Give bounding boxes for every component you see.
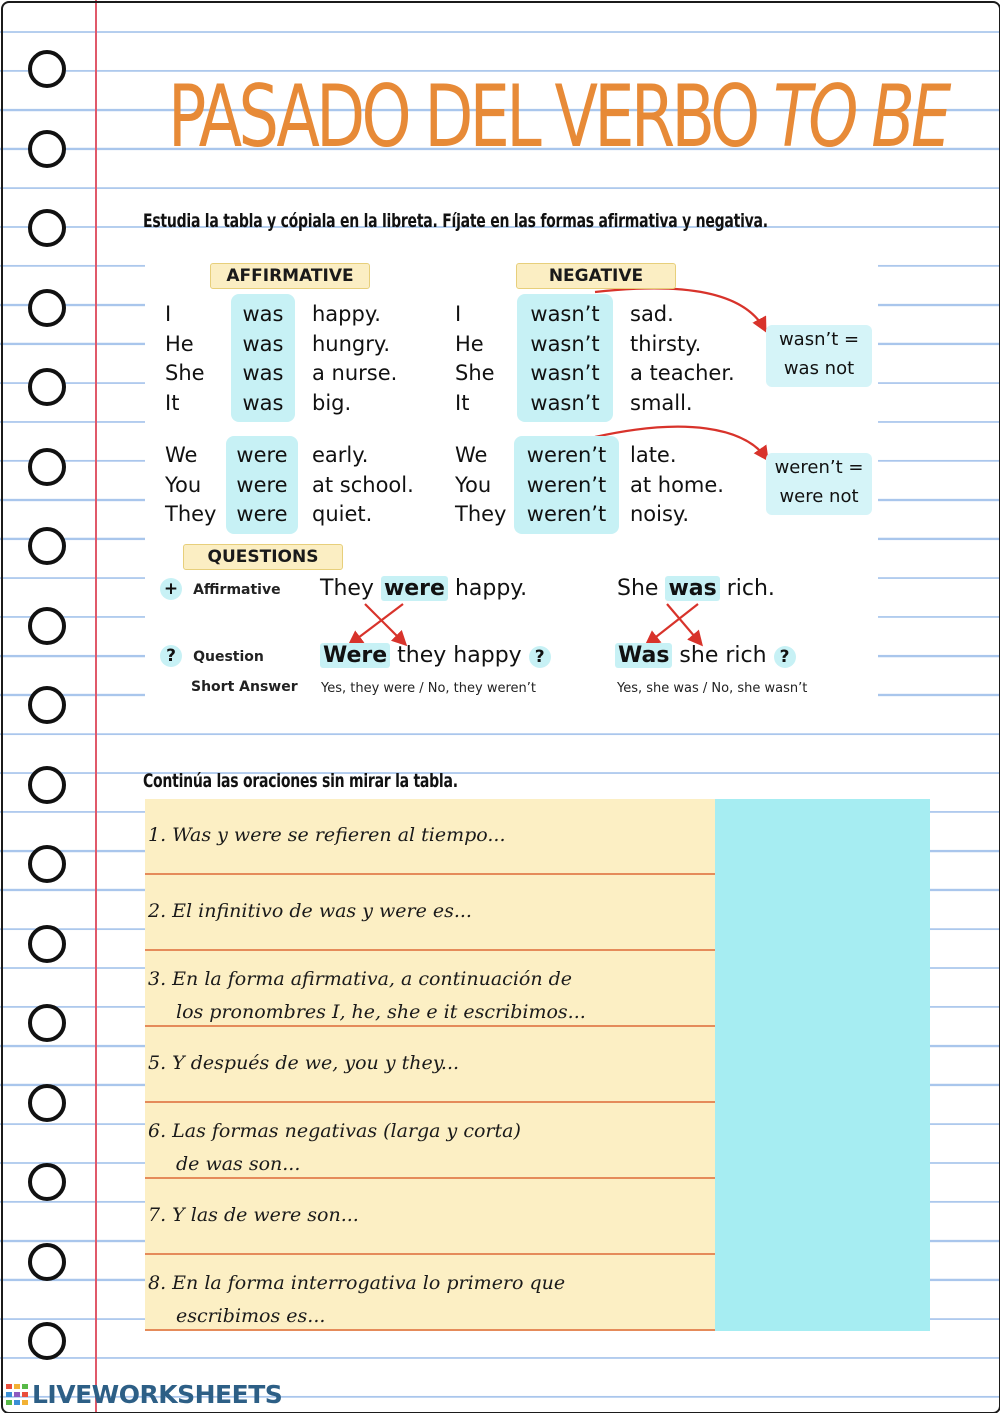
contraction-line: weren’t = — [774, 457, 864, 478]
exercise-prompt-cell — [145, 1255, 715, 1331]
exercise-row-6 — [145, 1103, 930, 1179]
subject: She — [455, 361, 495, 385]
example1-short-answer: Yes, they were / No, they weren’t — [321, 681, 537, 696]
sentence-part: They — [320, 576, 381, 601]
exercise-row-8 — [145, 1255, 930, 1331]
complement: sad. — [630, 302, 674, 326]
binder-ring — [28, 766, 66, 804]
exercise-prompt — [148, 819, 708, 852]
answer-input-2[interactable] — [715, 875, 930, 951]
question-verb: Were — [320, 643, 390, 668]
exercise-prompt-cell — [145, 951, 715, 1027]
sentence-part: they happy — [390, 643, 529, 668]
liveworksheets-logo-icon — [6, 1384, 30, 1406]
affirmative-were-verbs — [226, 436, 298, 534]
binder-ring — [28, 1163, 66, 1201]
short-answer-label: Short Answer — [191, 679, 298, 695]
exercise-prompt-cell — [145, 1027, 715, 1103]
verb-werent: weren’t — [526, 502, 607, 526]
binder-ring — [28, 448, 66, 486]
verb-were: were — [236, 472, 288, 497]
verb-werent: weren’t — [526, 443, 607, 467]
prompt-line: 1. Was y were se refieren al tiempo... — [148, 824, 506, 846]
exercise-prompt — [148, 963, 708, 1029]
affirmative-was-verbs — [231, 294, 295, 422]
binder-ring — [28, 368, 66, 406]
question-label: Question — [193, 649, 264, 665]
example2-question — [615, 641, 796, 671]
verb-wasnt: wasn’t — [530, 390, 600, 415]
example1-question — [320, 641, 551, 671]
answer-input-5[interactable] — [715, 1027, 930, 1103]
sentence-verb: were — [381, 576, 448, 601]
complement: small. — [630, 390, 693, 415]
example1-affirmative — [320, 574, 527, 604]
verb-werent: weren’t — [526, 472, 607, 497]
verb-wasnt: wasn’t — [530, 331, 600, 356]
verb-were: were — [236, 502, 288, 526]
question-verb: Was — [615, 643, 672, 668]
subject: We — [455, 443, 488, 467]
negative-were-complements — [630, 441, 724, 530]
sentence-part: rich. — [719, 576, 775, 601]
sentence-part: happy. — [447, 576, 528, 601]
complement: quiet. — [312, 502, 373, 526]
instruction-continue: Continúa las oraciones sin mirar la tabla. — [143, 770, 458, 792]
verb-wasnt: wasn’t — [530, 361, 600, 385]
negative-header: NEGATIVE — [516, 263, 676, 289]
exercise-prompt-cell — [145, 1179, 715, 1255]
complement: big. — [312, 390, 352, 415]
exercise-row-7 — [145, 1179, 930, 1255]
exercise-prompt — [148, 1267, 708, 1333]
exercise-row-2 — [145, 875, 930, 951]
negative-was-subjects — [455, 300, 495, 418]
binder-ring — [28, 1004, 66, 1042]
subject: I — [165, 302, 172, 326]
question-mark: ? — [774, 646, 796, 668]
exercise-row-1 — [145, 799, 930, 875]
contraction-line: were not — [779, 486, 859, 507]
subject: He — [165, 331, 194, 356]
binder-ring — [28, 1322, 66, 1360]
logo-text: LIVEWORKSHEETS — [32, 1380, 283, 1409]
prompt-line: escribimos es... — [176, 1305, 326, 1327]
affirmative-were-subjects — [165, 441, 217, 530]
verb-was: was — [242, 390, 284, 415]
answer-input-1[interactable] — [715, 799, 930, 875]
contraction-wasnt-box — [766, 325, 872, 387]
subject: You — [165, 472, 202, 497]
subject: I — [455, 302, 462, 326]
affirmative-header: AFFIRMATIVE — [210, 263, 370, 289]
verb-was: was — [242, 302, 284, 326]
prompt-line: 3. En la forma afirmativa, a continuación de — [148, 968, 573, 990]
example2-short-answer: Yes, she was / No, she wasn’t — [617, 681, 808, 696]
arrow-swap-were-down — [365, 604, 405, 644]
binder-ring — [28, 1243, 66, 1281]
binder-ring — [28, 1084, 66, 1122]
complement: thirsty. — [630, 331, 702, 356]
exercise-prompt — [148, 1115, 708, 1181]
example2-affirmative — [617, 574, 775, 604]
contraction-line: was not — [783, 358, 855, 379]
complement: early. — [312, 443, 369, 467]
exercise-prompt — [148, 1199, 708, 1232]
subject: They — [455, 502, 507, 526]
subject: You — [455, 472, 492, 497]
binder-ring — [28, 130, 66, 168]
exercise-prompt-cell — [145, 799, 715, 875]
verb-was: was — [242, 331, 284, 356]
binder-ring — [28, 50, 66, 88]
verb-was: was — [242, 361, 284, 385]
binder-ring — [28, 925, 66, 963]
complement: at home. — [630, 472, 724, 497]
complement: late. — [630, 443, 677, 467]
binder-ring — [28, 289, 66, 327]
contraction-werent-box — [766, 453, 872, 515]
verb-were: were — [236, 443, 288, 467]
prompt-line: 5. Y después de we, you y they... — [148, 1052, 460, 1074]
plus-icon: + — [160, 578, 182, 600]
binder-ring — [28, 686, 66, 724]
arrow-swap-were-up — [350, 604, 403, 644]
prompt-line: 6. Las formas negativas (larga y corta) — [148, 1120, 521, 1142]
question-mark-icon: ? — [160, 645, 182, 667]
answer-input-8[interactable] — [715, 1255, 930, 1331]
affirmative-label: Affirmative — [193, 582, 281, 598]
subject: It — [455, 390, 470, 415]
prompt-line: 2. El infinitivo de was y were es... — [148, 900, 472, 922]
binder-ring — [28, 527, 66, 565]
complement: happy. — [312, 302, 381, 326]
title-main: PASADO DEL VERBO — [168, 67, 774, 167]
contraction-line: wasn’t = — [778, 329, 860, 350]
affirmative-row-label — [160, 578, 281, 600]
subject: They — [165, 502, 217, 526]
instruction-study: Estudia la tabla y cópiala en la libreta. Fíjate en las formas afirmativa y negativa. — [143, 210, 768, 232]
complement: noisy. — [630, 502, 690, 526]
subject: She — [165, 361, 205, 385]
subject: We — [165, 443, 198, 467]
sentence-verb: was — [665, 576, 719, 601]
answer-input-7[interactable] — [715, 1179, 930, 1255]
sentence-part: She — [617, 576, 666, 601]
notebook-margin-line — [95, 0, 97, 1413]
exercise-prompt — [148, 1047, 708, 1080]
binder-ring — [28, 607, 66, 645]
title-emphasis: TO BE — [773, 67, 948, 167]
prompt-line: 7. Y las de were son... — [148, 1204, 359, 1226]
verb-wasnt: wasn’t — [530, 302, 600, 326]
question-row-label — [160, 645, 264, 667]
sentence-part: she rich — [672, 643, 774, 668]
complement: a teacher. — [630, 361, 735, 385]
complement: a nurse. — [312, 361, 398, 385]
subject: It — [165, 390, 180, 415]
negative-were-subjects — [455, 441, 507, 530]
answer-input-6[interactable] — [715, 1103, 930, 1179]
page-title — [168, 62, 948, 172]
negative-werent-verbs — [514, 436, 619, 534]
subject: He — [455, 331, 484, 356]
prompt-line: de was son... — [176, 1153, 301, 1175]
exercise-row-3 — [145, 951, 930, 1027]
affirmative-was-complements — [312, 300, 397, 418]
prompt-line: los pronombres I, he, she e it escribimos... — [176, 1001, 586, 1023]
exercise-table — [145, 799, 930, 1331]
questions-header: QUESTIONS — [183, 544, 343, 570]
exercise-prompt-cell — [145, 1103, 715, 1179]
grammar-table — [145, 262, 878, 712]
negative-was-complements — [630, 300, 735, 418]
binder-ring — [28, 845, 66, 883]
affirmative-was-subjects — [165, 300, 225, 418]
answer-input-3[interactable] — [715, 951, 930, 1027]
exercise-prompt-cell — [145, 875, 715, 951]
affirmative-were-complements — [312, 441, 414, 530]
question-mark: ? — [529, 646, 551, 668]
exercise-prompt — [148, 895, 708, 928]
prompt-line: 8. En la forma interrogativa lo primero que — [148, 1272, 566, 1294]
binder-ring — [28, 209, 66, 247]
complement: hungry. — [312, 331, 391, 356]
exercise-row-5 — [145, 1027, 930, 1103]
complement: at school. — [312, 472, 414, 497]
negative-wasnt-verbs — [517, 294, 613, 422]
